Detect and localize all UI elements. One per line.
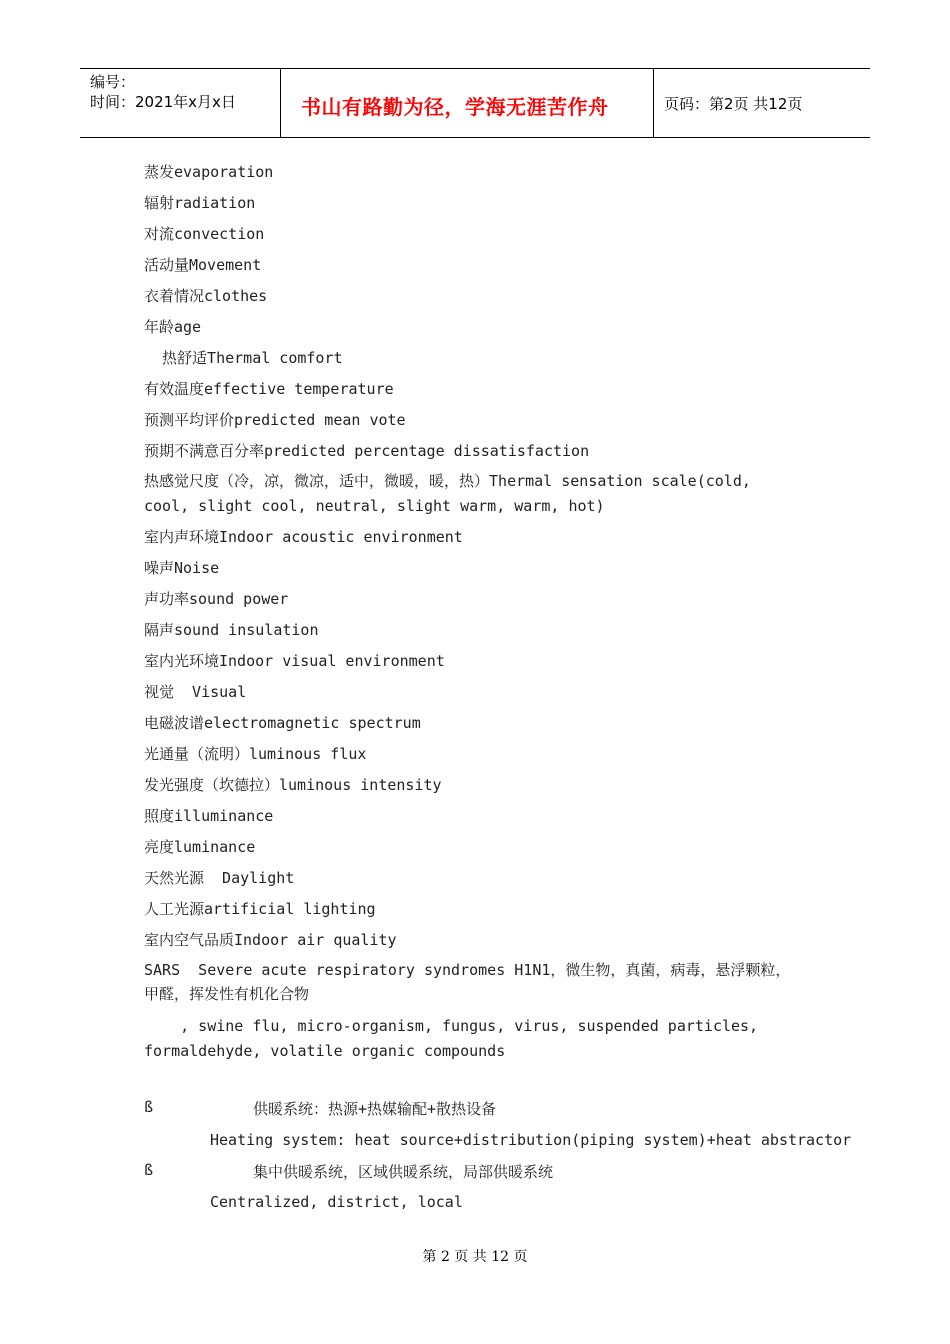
sars-line-4: formaldehyde, volatile organic compounds <box>144 1042 506 1060</box>
page-footer: 第 2 页 共 12 页 <box>422 1249 528 1265</box>
term-pmv: 预测平均评价predicted mean vote <box>144 411 406 429</box>
document-number-label: 编号： <box>90 73 136 91</box>
document-date: 时间：2021年x月x日 <box>90 93 236 111</box>
term-em-spectrum: 电磁波谱electromagnetic spectrum <box>144 714 421 732</box>
term-luminous-intensity: 发光强度（坎德拉）luminous intensity <box>144 776 442 794</box>
term-clothes: 衣着情况clothes <box>144 287 268 305</box>
term-effective-temperature: 有效温度effective temperature <box>144 380 394 398</box>
term-illuminance: 照度illuminance <box>144 807 274 825</box>
heating-types-cn: 集中供暖系统，区域供暖系统，局部供暖系统 <box>253 1163 554 1181</box>
term-indoor-acoustic: 室内声环境Indoor acoustic environment <box>144 528 463 546</box>
term-daylight: 天然光源 Daylight <box>144 869 295 887</box>
thermal-scale-line-2: cool, slight cool, neutral, slight warm, warm, hot) <box>144 497 605 515</box>
header-page-info: 页码：第2页 共12页 <box>664 95 803 113</box>
term-noise: 噪声Noise <box>144 559 220 577</box>
term-age: 年龄age <box>144 318 202 336</box>
term-radiation: 辐射radiation <box>144 194 256 212</box>
sars-line-3: , swine flu, micro-organism, fungus, virus, suspended particles, <box>144 1017 759 1035</box>
sars-line-1: SARS Severe acute respiratory syndromes H1N1，微生物，真菌，病毒，悬浮颗粒， <box>144 961 791 979</box>
term-indoor-air-quality: 室内空气品质Indoor air quality <box>144 931 397 949</box>
thermal-scale-line-1: 热感觉尺度（冷，凉，微凉，适中，微暖，暖，热）Thermal sensation scale(cold, <box>144 472 751 490</box>
term-artificial-lighting: 人工光源artificial lighting <box>144 900 376 918</box>
heating-types-en: Centralized, district, local <box>210 1193 463 1211</box>
term-visual: 视觉 Visual <box>144 683 247 701</box>
term-thermal-comfort: 热舒适Thermal comfort <box>144 349 343 367</box>
term-indoor-visual: 室内光环境Indoor visual environment <box>144 652 445 670</box>
term-sound-power: 声功率sound power <box>144 590 289 608</box>
header-meta <box>80 69 281 137</box>
page-header <box>80 68 870 138</box>
term-convection: 对流convection <box>144 225 265 243</box>
term-ppd: 预期不满意百分率predicted percentage dissatisfaction <box>144 442 590 460</box>
term-sound-insulation: 隔声sound insulation <box>144 621 319 639</box>
term-movement: 活动量Movement <box>144 256 262 274</box>
term-evaporation: 蒸发evaporation <box>144 163 274 181</box>
heating-system-en: Heating system: heat source+distribution(piping system)+heat abstractor <box>210 1131 852 1149</box>
bullet-symbol: ß <box>144 1098 154 1116</box>
header-motto-cell <box>281 69 654 137</box>
sars-line-2: 甲醛，挥发性有机化合物 <box>144 985 310 1003</box>
header-motto: 书山有路勤为径，学海无涯苦作舟 <box>301 95 609 119</box>
heating-system-cn: 供暖系统：热源+热媒输配+散热设备 <box>253 1100 497 1118</box>
bullet-symbol: ß <box>144 1161 154 1179</box>
term-luminance: 亮度luminance <box>144 838 256 856</box>
term-luminous-flux: 光通量（流明）luminous flux <box>144 745 367 763</box>
